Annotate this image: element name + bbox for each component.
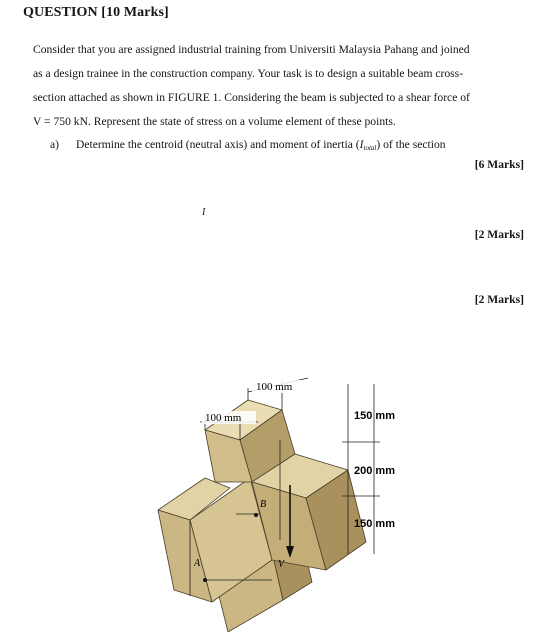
question-title: QUESTION [10 Marks] [23,5,169,20]
label-dim-middle: 200 mm [354,465,395,477]
part-a-text-end: ) of the section [376,138,446,151]
paragraph-line-3: section attached as shown in FIGURE 1. Considering the beam is subjected to a shear force of [33,91,470,104]
label-dim-bottom: 150 mm [354,518,395,530]
part-a-text: Determine the centroid (neutral axis) and moment of inertia ( [76,138,360,151]
part-a [50,138,446,152]
inertia-subscript: total [363,144,377,152]
label-top-width: 100 mm [256,381,293,393]
label-point-a: A [194,558,201,569]
label-dim-top: 150 mm [354,410,395,422]
label-point-b: B [260,499,267,510]
part-a-label: a) [50,138,60,151]
figure-1-cross-section [130,370,430,632]
inertia-symbol: I [359,138,364,151]
marks-part-c: [2 Marks] [474,293,524,306]
question-paragraph [33,38,525,134]
stray-mark: I [202,207,206,218]
cross-beam-solid [158,400,366,632]
paragraph-line-1: Consider that you are assigned industrial training from Universiti Malaysia Pahang and joined [33,43,470,56]
marks-part-a: [6 Marks] [474,158,524,171]
label-left-width: 100 mm [205,412,242,424]
paragraph-line-2: as a design trainee in the construction company. Your task is to design a suitable beam cross- [33,67,464,80]
marks-part-b: [2 Marks] [474,228,524,241]
paragraph-line-4: V = 750 kN. Represent the state of stress on a volume element of these points. [33,115,396,128]
label-shear-v: V [278,559,285,570]
